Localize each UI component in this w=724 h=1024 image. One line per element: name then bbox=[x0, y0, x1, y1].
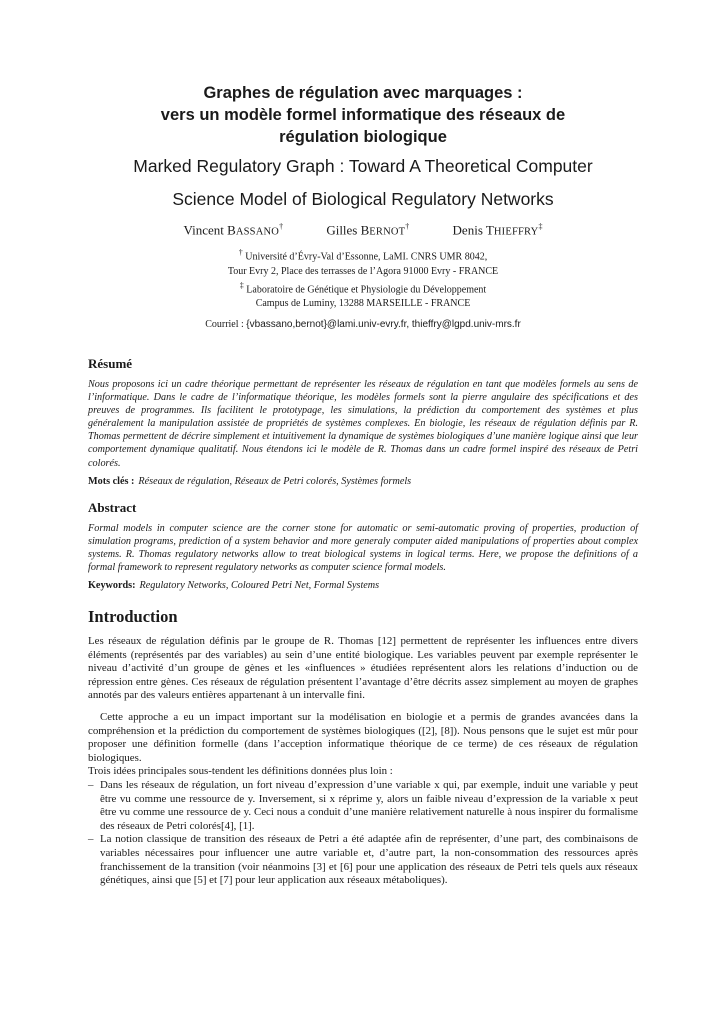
email-label: Courriel : bbox=[205, 318, 244, 330]
affiliation-line: ‡ Laboratoire de Génétique et Physiologie du Développement bbox=[239, 280, 487, 295]
english-title bbox=[88, 150, 638, 216]
french-title-line: régulation biologique bbox=[279, 128, 447, 146]
french-title bbox=[88, 82, 638, 148]
resume-section bbox=[88, 356, 638, 487]
abstract-section bbox=[88, 500, 638, 591]
affiliation-line: Campus de Luminy, 13288 MARSEILLE - FRANCE bbox=[255, 297, 471, 309]
abstract-keywords bbox=[88, 580, 638, 591]
email-address: {vbassano,bernot}@lami.univ-evry.fr, thieffry@lgpd.univ-mrs.fr bbox=[246, 318, 521, 330]
list-item: – La notion classique de transition des réseaux de Petri a été adaptée afin de représenter, d’une part, des combinaisons de variables nécessaires pour influencer une autre variable et, d’autre part, la non-consommation des ressources après franchissement de la transition (voir néanmoins [3] et [6] pour une application des réseaux de Petri tels quels aux réseaux génétiques, ainsi que [5] et [7] pour leur application aux réseaux métaboliques). bbox=[88, 833, 638, 887]
abstract-text: Formal models in computer science are the corner stone for automatic or semi-automatic proving of properties, production of simulation programs, prediction of a system behavior and more generaly computer aided manipulations of properties about complex systems. R. Thomas regulatory networks allow to treat biological systems in logical terms. Here, we propose the definitions of a formal framework to represent regulatory networks as computer science formal models. bbox=[88, 522, 638, 573]
resume-keywords bbox=[88, 476, 638, 487]
keywords-label: Mots clés : bbox=[88, 475, 135, 487]
author-list bbox=[88, 222, 638, 238]
keywords-label: Keywords: bbox=[88, 580, 136, 592]
author: Gilles BERNOT† bbox=[326, 222, 410, 238]
english-title-line: Marked Regulatory Graph : Toward A Theoretical Computer bbox=[133, 156, 593, 176]
affiliation-line: Tour Evry 2, Place des terrasses de l’Agora 91000 Evry - FRANCE bbox=[227, 265, 499, 277]
abstract-heading: Abstract bbox=[88, 499, 137, 515]
introduction-heading: Introduction bbox=[88, 607, 178, 627]
introduction-section bbox=[88, 607, 638, 888]
list-item: – Dans les réseaux de régulation, un fort niveau d’expression d’une variable x qui, par exemple, induit une variable y peut être vu comme une ressource de y. Inversement, si x réprime y, alors un faible niveau d’expression de la variable x peut être vu comme une ressource de y. Ceci nous a conduit d’une manière relativement naturelle à nous inspirer du formalisme des réseaux de Petri colorés[4], [1]. bbox=[88, 779, 638, 833]
keywords-text: Réseaux de régulation, Réseaux de Petri colorés, Systèmes formels bbox=[138, 475, 412, 487]
keywords-text: Regulatory Networks, Coloured Petri Net, Formal Systems bbox=[139, 580, 380, 592]
affiliation-line: † Université d’Évry-Val d’Essonne, LaMI. CNRS UMR 8042, bbox=[238, 248, 488, 263]
french-title-line: vers un modèle formel informatique des réseaux de bbox=[160, 106, 566, 124]
idea-list bbox=[88, 779, 638, 888]
resume-heading: Résumé bbox=[88, 355, 133, 371]
english-title-line: Science Model of Biological Regulatory Networks bbox=[172, 189, 554, 209]
author: Denis THIEFFRY‡ bbox=[452, 222, 543, 238]
resume-text: Nous proposons ici un cadre théorique permettant de représenter les réseaux de régulation en tant que modèles formels au sens de l’informatique. Dans le cadre de l’informatique théorique, les modèles formels sont la pierre angulaire des spécifications et des preuves de programmes. Ils facilitent le prototypage, les simulations, la prédiction du comportement des systèmes et plus généralement la manipulation assistée de propriétés de systèmes complexes. En biologie, les réseaux de régulation définis par R. Thomas permettent de décrire simplement et intuitivement la dynamique de systèmes biologiques d’une manière logique ainsi que leur comportement dynamique qualitatif. Nous étendons ici le modèle de R. Thomas dans un cadre formel inspiré des réseaux de Petri colorés. bbox=[88, 378, 638, 469]
french-title-line: Graphes de régulation avec marquages : bbox=[203, 84, 523, 102]
paper-page bbox=[88, 80, 638, 888]
paragraph: Trois idées principales sous-tendent les définitions données plus loin : bbox=[88, 765, 393, 778]
author: Vincent BASSANO† bbox=[183, 222, 284, 238]
email-line bbox=[88, 319, 638, 330]
affiliations bbox=[88, 246, 638, 311]
paragraph: Cette approche a eu un impact important sur la modélisation en biologie et a permis de grandes avancées dans la compréhension et la prédiction du comportement de systèmes biologiques ([2], [8]). Nous pensons que le sujet est mûr pour proposer une définition formelle (dans l’acception informatique théorique de ce terme) de ces réseaux de régulation biologiques. bbox=[88, 710, 638, 764]
paragraph: Les réseaux de régulation définis par le groupe de R. Thomas [12] permettent de représenter les influences entre divers éléments (représentés par des variables) au sein d’une entité biologique. Les variables peuvent par exemple représenter le niveau d’activité d’un groupe de gènes et les «influences » étudiées représentent alors les relations d’induction ou de répression entre gènes. Ces réseaux de régulation présentent l’avantage d’être décrits assez simplement au moyen de graphes annotés par des valeurs entières appartenant à un intervalle fini. bbox=[88, 635, 638, 702]
